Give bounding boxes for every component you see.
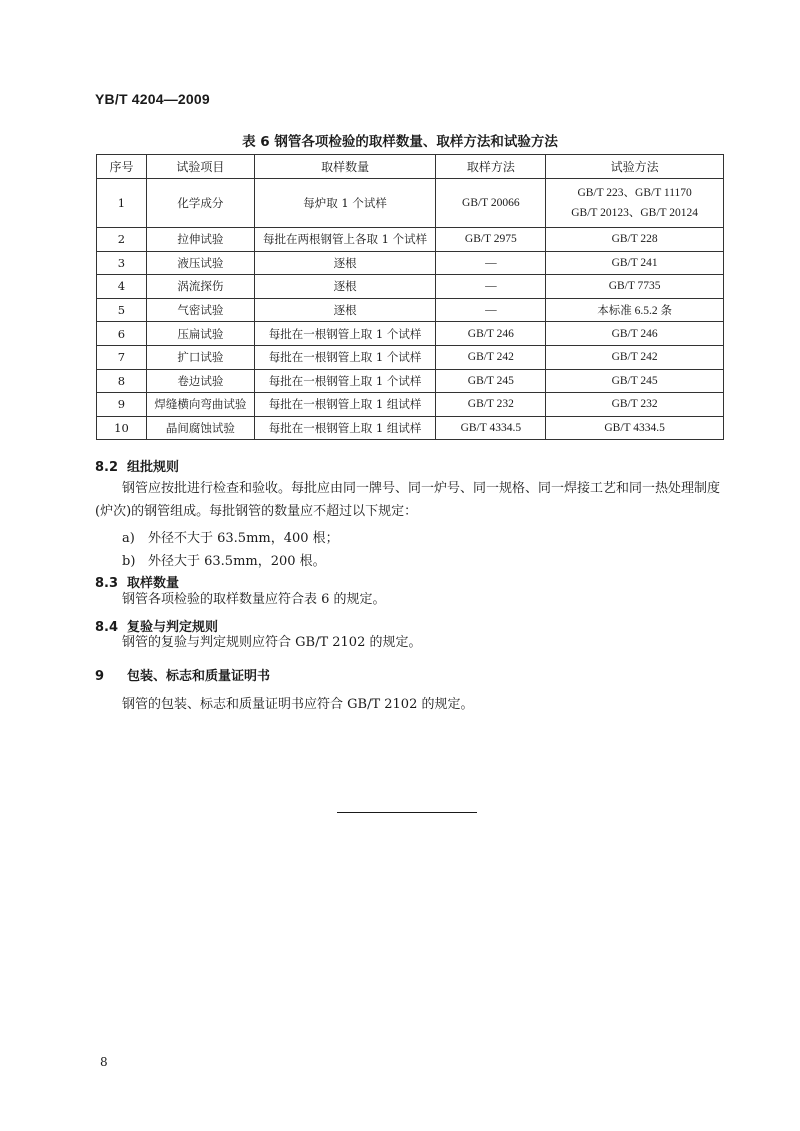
test-method-line: GB/T 20123、GB/T 20124 [571, 207, 698, 219]
section-number: 9 [95, 669, 105, 684]
column-header: 取样方法 [436, 155, 546, 179]
row-number: 6 [97, 322, 147, 346]
test-item: 化学成分 [146, 179, 254, 228]
row-number: 9 [97, 393, 147, 417]
table-row [97, 345, 724, 369]
section-title: 组批规则 [127, 460, 180, 475]
list-item-b [122, 550, 326, 569]
table-row [97, 228, 724, 252]
test-method [546, 179, 724, 228]
table-header-row [97, 155, 724, 179]
test-item: 气密试验 [146, 298, 254, 322]
column-header: 试验方法 [546, 155, 724, 179]
row-number: 7 [97, 345, 147, 369]
test-method: GB/T 232 [546, 393, 724, 417]
standard-code-header: YB/T 4204—2009 [95, 91, 210, 107]
sampling-method: GB/T 20066 [436, 179, 546, 228]
test-method: GB/T 228 [546, 228, 724, 252]
sampling-method: GB/T 242 [436, 345, 546, 369]
table-row [97, 369, 724, 393]
table-row [97, 393, 724, 417]
test-method: GB/T 241 [546, 251, 724, 275]
row-number: 1 [97, 179, 147, 228]
row-number: 2 [97, 228, 147, 252]
table-row [97, 251, 724, 275]
sample-quantity: 每批在一根钢管上取 1 个试样 [254, 369, 436, 393]
section-body-8-2: 钢管应按批进行检查和验收。每批应由同一牌号、同一炉号、同一规格、同一焊接工艺和同一热处理制度(炉次)的钢管组成。每批钢管的数量应不超过以下规定： [95, 481, 721, 519]
table-row [97, 179, 724, 228]
page-number: 8 [100, 1055, 108, 1069]
section-heading-9 [95, 665, 270, 684]
test-method: GB/T 245 [546, 369, 724, 393]
sampling-method: — [436, 298, 546, 322]
section-title: 取样数量 [127, 576, 180, 591]
list-label: a) [122, 531, 135, 546]
section-heading-8-2 [95, 456, 179, 475]
row-number: 8 [97, 369, 147, 393]
section-body-8-3: 钢管各项检验的取样数量应符合表 6 的规定。 [122, 592, 386, 607]
end-rule [337, 812, 477, 813]
section-title: 包装、标志和质量证明书 [127, 669, 271, 684]
test-item: 晶间腐蚀试验 [146, 416, 254, 440]
section-number: 8.2 [95, 460, 119, 475]
list-label: b) [122, 554, 136, 569]
section-number: 8.4 [95, 620, 119, 635]
test-item: 扩口试验 [146, 345, 254, 369]
sampling-method: GB/T 2975 [436, 228, 546, 252]
test-method: 本标准 6.5.2 条 [546, 298, 724, 322]
test-item: 焊缝横向弯曲试验 [146, 393, 254, 417]
list-text: 外径大于 63.5mm，200 根。 [148, 554, 326, 569]
test-item: 液压试验 [146, 251, 254, 275]
row-number: 5 [97, 298, 147, 322]
test-method: GB/T 4334.5 [546, 416, 724, 440]
sampling-method: GB/T 232 [436, 393, 546, 417]
sampling-method: GB/T 4334.5 [436, 416, 546, 440]
sample-quantity: 逐根 [254, 298, 436, 322]
section-number: 8.3 [95, 576, 119, 591]
sample-quantity: 逐根 [254, 275, 436, 299]
sample-quantity: 每批在一根钢管上取 1 个试样 [254, 322, 436, 346]
test-method: GB/T 7735 [546, 275, 724, 299]
sample-quantity: 每批在一根钢管上取 1 组试样 [254, 393, 436, 417]
test-method-line: GB/T 223、GB/T 11170 [577, 187, 692, 199]
sample-quantity: 逐根 [254, 251, 436, 275]
sampling-method: — [436, 251, 546, 275]
test-item: 涡流探伤 [146, 275, 254, 299]
row-number: 3 [97, 251, 147, 275]
table-title: 表 6 钢管各项检验的取样数量、取样方法和试验方法 [242, 134, 558, 150]
sample-quantity: 每炉取 1 个试样 [254, 179, 436, 228]
list-item-a [122, 527, 339, 546]
row-number: 4 [97, 275, 147, 299]
test-item: 卷边试验 [146, 369, 254, 393]
inspection-table [96, 154, 724, 440]
column-header: 序号 [97, 155, 147, 179]
section-body-8-4: 钢管的复验与判定规则应符合 GB/T 2102 的规定。 [122, 635, 422, 650]
section-title: 复验与判定规则 [127, 620, 219, 635]
test-method: GB/T 242 [546, 345, 724, 369]
column-header: 取样数量 [254, 155, 436, 179]
sampling-method: — [436, 275, 546, 299]
sample-quantity: 每批在一根钢管上取 1 组试样 [254, 416, 436, 440]
sample-quantity: 每批在一根钢管上取 1 个试样 [254, 345, 436, 369]
test-method: GB/T 246 [546, 322, 724, 346]
section-body-9: 钢管的包装、标志和质量证明书应符合 GB/T 2102 的规定。 [122, 697, 474, 712]
table-row [97, 298, 724, 322]
table-row [97, 322, 724, 346]
sampling-method: GB/T 245 [436, 369, 546, 393]
sample-quantity: 每批在两根钢管上各取 1 个试样 [254, 228, 436, 252]
table-row [97, 416, 724, 440]
sampling-method: GB/T 246 [436, 322, 546, 346]
test-item: 拉伸试验 [146, 228, 254, 252]
list-text: 外径不大于 63.5mm，400 根； [148, 531, 339, 546]
test-item: 压扁试验 [146, 322, 254, 346]
table-row [97, 275, 724, 299]
column-header: 试验项目 [146, 155, 254, 179]
row-number: 10 [97, 416, 147, 440]
